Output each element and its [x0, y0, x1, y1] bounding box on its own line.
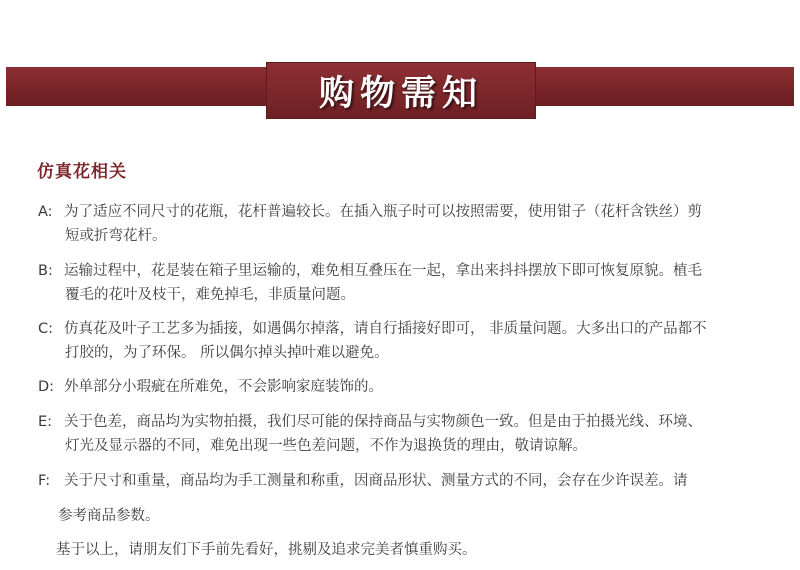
item-text-line1: 外单部分小瑕疵在所难免，不会影响家庭装饰的。 [64, 379, 383, 395]
banner-title-box [266, 62, 536, 119]
item-text-line1: 为了适应不同尺寸的花瓶，花杆普遍较长。在插入瓶子时可以按照需要，使用钳子（花杆含铁丝）剪 [64, 204, 702, 220]
banner-title: 购物需知 [318, 73, 483, 114]
item-letter: F: [38, 473, 51, 489]
notice-item-c [38, 317, 778, 365]
item-text-line2: 短或折弯花杆。 [65, 228, 167, 244]
item-text-line1: 关于色差，商品均为实物拍摄，我们尽可能的保持商品与实物颜色一致。但是由于拍摄光线、环境、 [64, 414, 702, 430]
notice-item-a [38, 200, 778, 248]
notice-item-f [38, 469, 778, 528]
notice-item-d [38, 375, 778, 399]
item-text-line2: 灯光及显示器的不同，难免出现一些色差问题，不作为退换货的理由，敬请谅解。 [65, 438, 587, 454]
item-letter: D: [38, 379, 55, 395]
item-text-line1: 运输过程中，花是装在箱子里运输的，难免相互叠压在一起，拿出来抖抖摆放下即可恢复原貌。植毛 [64, 263, 702, 279]
item-text-line2: 打胶的，为了环保。 所以偶尔掉头掉叶难以避免。 [65, 345, 389, 361]
footer-note: 基于以上，请朋友们下手前先看好，挑剔及追求完美者慎重购买。 [56, 542, 477, 558]
item-letter: A: [38, 204, 53, 220]
item-letter: E: [38, 414, 53, 430]
section-title: 仿真花相关 [37, 162, 127, 182]
item-text-line1: 仿真花及叶子工艺多为插接，如遇偶尔掉落，请自行插接好即可， 非质量问题。大多出口的产品都不 [64, 321, 707, 337]
notice-item-b [38, 259, 778, 307]
item-letter: B: [38, 263, 53, 279]
item-text-line2: 覆毛的花叶及枝干，难免掉毛，非质量问题。 [65, 287, 355, 303]
item-letter: C: [38, 321, 54, 337]
notice-item-e [38, 410, 778, 458]
item-text-line1: 关于尺寸和重量，商品均为手工测量和称重，因商品形状、测量方式的不同，会存在少许误差。请 [64, 473, 688, 489]
item-text-line2: 参考商品参数。 [58, 508, 160, 524]
